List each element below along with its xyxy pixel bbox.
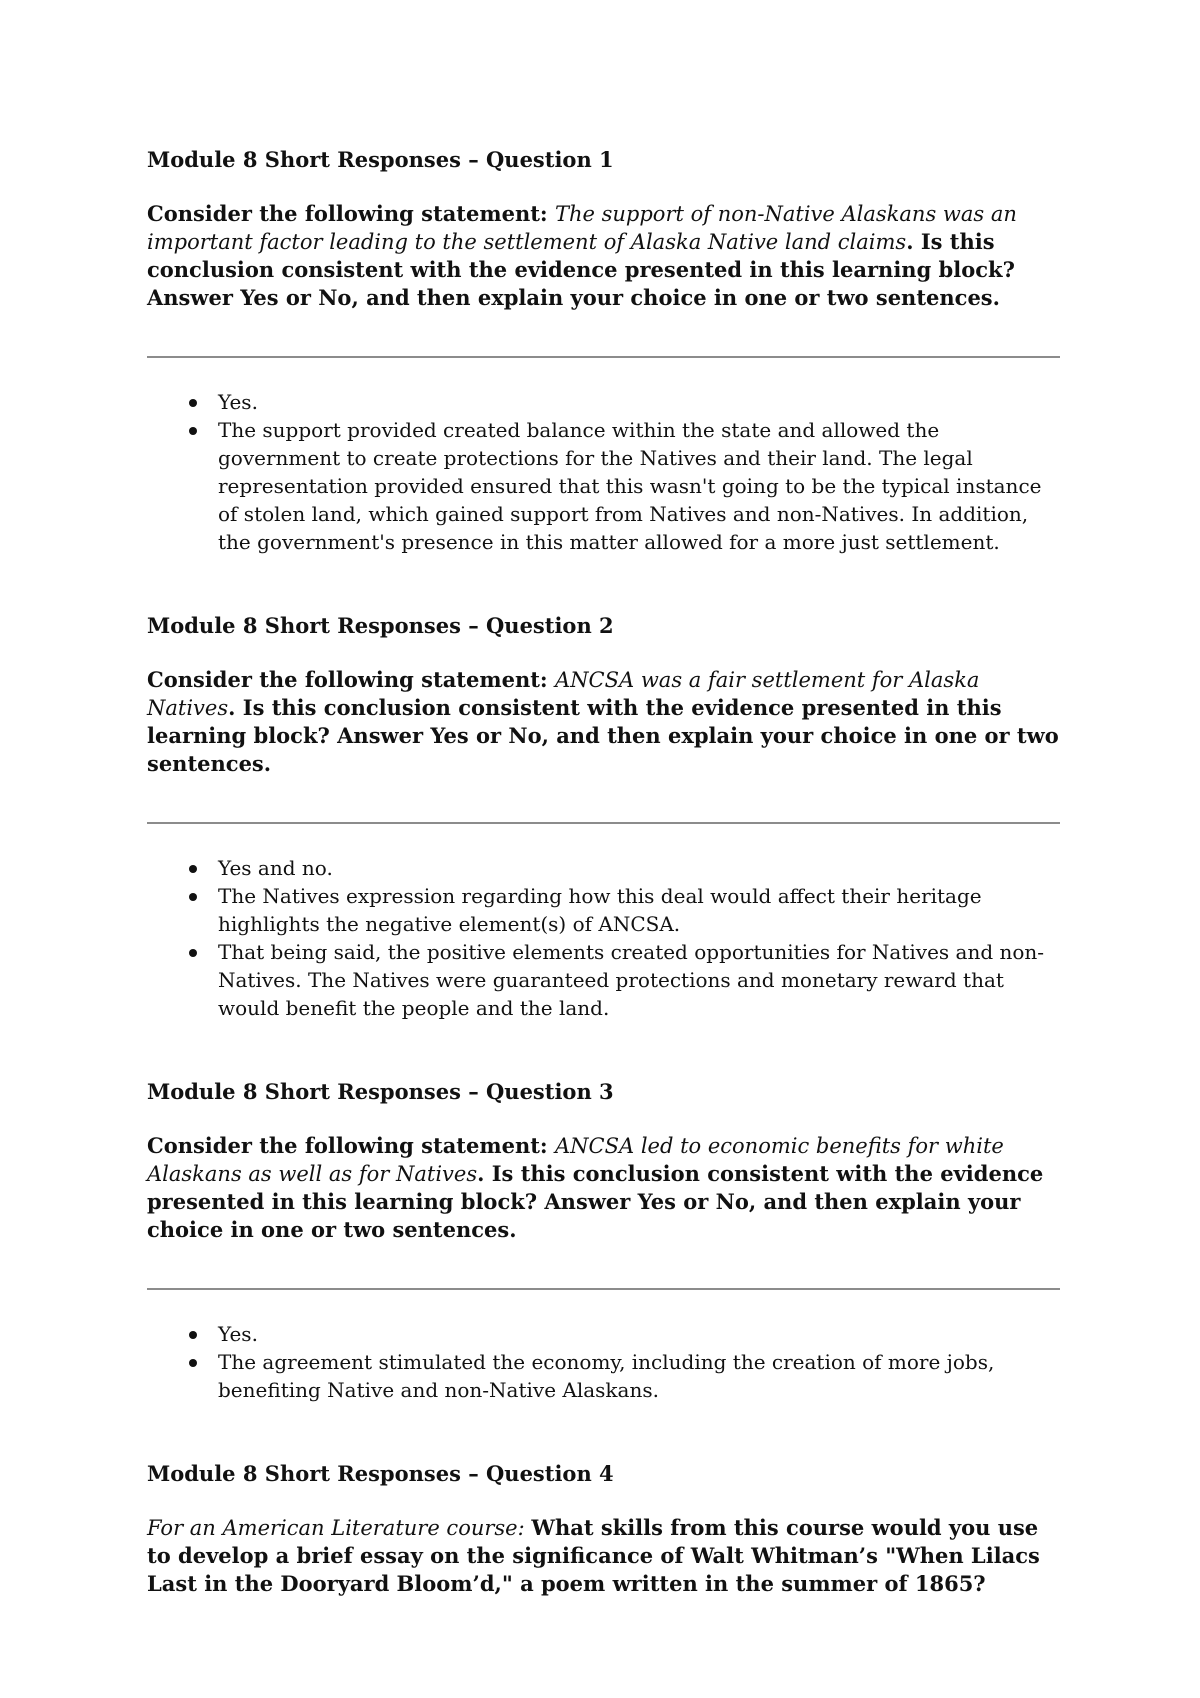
question-3-prompt xyxy=(147,1132,1060,1244)
question-2-prompt xyxy=(147,666,1060,778)
question-4-question: What skills from this course would you use to develop a brief essay on the significance of Walt Whitman’s "When Lilacs Last in the Dooryard Bloom’d," a poem written in the summer of 1865? xyxy=(147,1515,1040,1596)
question-2-section xyxy=(147,612,1060,1022)
answer-bullet: Yes. xyxy=(218,1320,1060,1348)
question-3-heading: Module 8 Short Responses – Question 3 xyxy=(147,1079,614,1104)
answer-bullet: The agreement stimulated the economy, including the creation of more jobs, benefiting Native and non-Native Alaskans. xyxy=(218,1348,1060,1404)
question-3-tail: . Is this conclusion consistent with the evidence presented in this learning block? Answer Yes or No, and then explain your choice in one or two sentences. xyxy=(147,1161,1044,1242)
answer-bullet: The Natives expression regarding how this deal would affect their heritage highlights the negative element(s) of ANCSA. xyxy=(218,882,1060,938)
question-1-answers xyxy=(147,388,1060,556)
question-1-statement: The support of non-Native Alaskans was an important factor leading to the settlement of Alaska Native land claims xyxy=(147,202,1017,254)
question-3-statement: ANCSA led to economic benefits for white Alaskans as well as for Natives xyxy=(147,1134,1004,1186)
question-2-lead: Consider the following statement: xyxy=(147,667,555,692)
question-4-heading: Module 8 Short Responses – Question 4 xyxy=(147,1461,614,1486)
answer-divider xyxy=(147,356,1060,358)
question-4-section xyxy=(147,1460,1060,1598)
question-3-section xyxy=(147,1078,1060,1404)
question-4-intro: For an American Literature course: xyxy=(147,1516,532,1540)
question-3-lead: Consider the following statement: xyxy=(147,1133,555,1158)
question-1-section xyxy=(147,146,1060,556)
question-2-tail: . Is this conclusion consistent with the evidence presented in this learning block? Answer Yes or No, and then explain your choice in one or two sentences. xyxy=(147,695,1059,776)
answer-bullet: That being said, the positive elements created opportunities for Natives and non-Natives. The Natives were guaranteed protections and monetary reward that would benefit the people and the land. xyxy=(218,938,1060,1022)
answer-divider xyxy=(147,822,1060,824)
question-2-heading: Module 8 Short Responses – Question 2 xyxy=(147,613,614,638)
answer-bullet: Yes and no. xyxy=(218,854,1060,882)
question-1-prompt xyxy=(147,200,1060,312)
question-1-tail: . Is this conclusion consistent with the evidence presented in this learning block? Answer Yes or No, and then explain your choice in one or two sentences. xyxy=(147,229,1015,310)
question-1-heading: Module 8 Short Responses – Question 1 xyxy=(147,147,614,172)
question-3-answers xyxy=(147,1320,1060,1404)
question-2-answers xyxy=(147,854,1060,1022)
question-2-statement: ANCSA was a fair settlement for Alaska Natives xyxy=(147,668,980,720)
answer-bullet: The support provided created balance within the state and allowed the government to create protections for the Natives and their land. The legal representation provided ensured that this wasn't going to be the typical instance of stolen land, which gained support from Natives and non-Natives. In addition, the government's presence in this matter allowed for a more just settlement. xyxy=(218,416,1060,556)
question-4-prompt xyxy=(147,1514,1060,1598)
answer-bullet: Yes. xyxy=(218,388,1060,416)
answer-divider xyxy=(147,1288,1060,1290)
question-1-lead: Consider the following statement: xyxy=(147,201,555,226)
